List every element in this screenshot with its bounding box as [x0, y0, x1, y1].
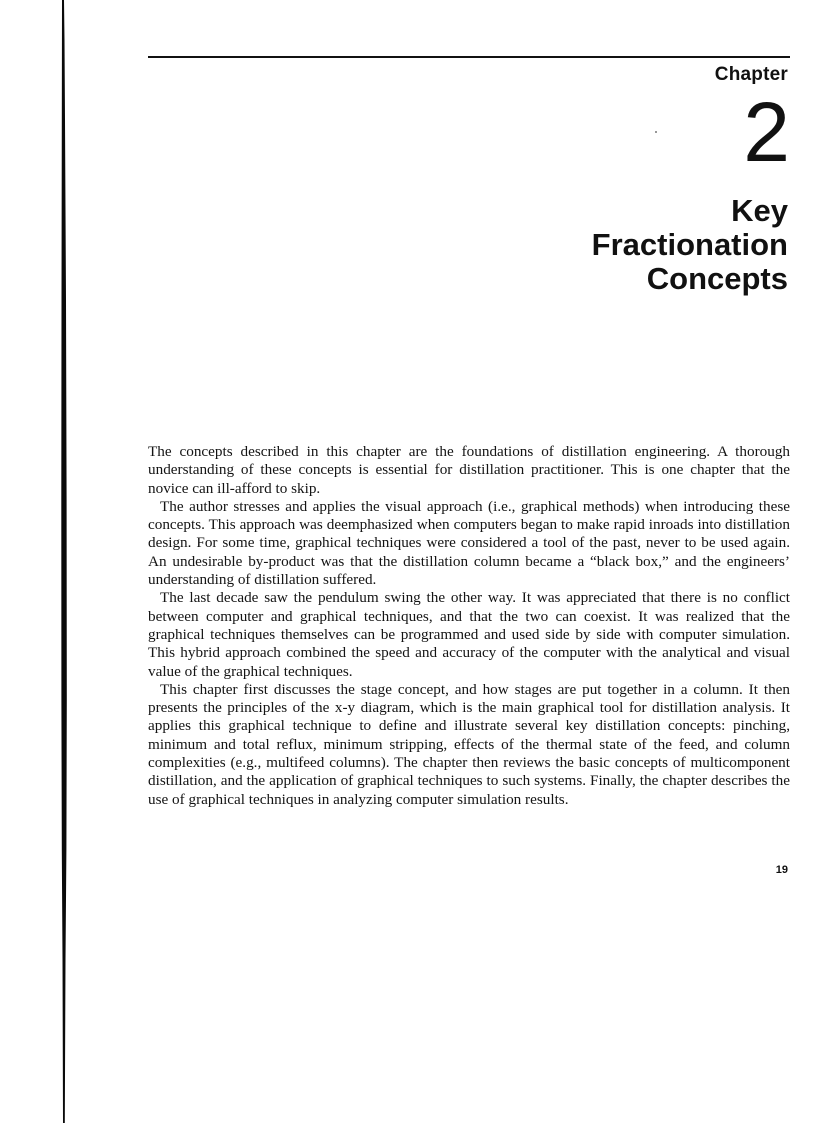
page-number: 19 — [775, 864, 788, 876]
top-rule — [148, 56, 790, 58]
intro-paragraph: The last decade saw the pendulum swing the other way. It was appreciated that there is no conflict between computer and graphical techniques, and that the two can coexist. It was realized that the graphical techniques themselves can be programmed and used side by side with computer simulation. This hybrid approach combined the speed and accuracy of the computer with the analytical and visual value of the graphical techniques. — [148, 589, 790, 680]
intro-paragraph: This chapter first discusses the stage concept, and how stages are put together in a column. It then presents the principles of the x-y diagram, which is the main graphical tool for distillation analysis. It applies this graphical technique to define and illustrate several key distillation concepts: pinching, minimum and total reflux, minimum stripping, effects of the thermal state of the feed, and column complexities (e.g., multifeed columns). The chapter then reviews the basic concepts of multicomponent distillation, and the application of graphical techniques to such systems. Finally, the chapter describes the use of graphical techniques in analyzing computer simulation results. — [148, 680, 790, 808]
intro-paragraph: The author stresses and applies the visual approach (i.e., graphical methods) when introducing these concepts. This approach was deemphasized when computers began to make rapid inroads into distillation design. For some time, graphical techniques were considered a tool of the past, never to be used again. An undesirable by-product was that the distillation column became a “black box,” and the engineers’ understanding of distillation suffered. — [148, 497, 790, 589]
chapter-title-line: Concepts — [646, 261, 788, 296]
chapter-title-line: Key — [731, 193, 788, 228]
chapter-title — [592, 194, 788, 296]
chapter-title-line: Fractionation — [591, 227, 788, 262]
chapter-label: Chapter — [714, 64, 788, 85]
chapter-intro-text — [148, 443, 790, 809]
chapter-heading — [592, 64, 788, 296]
page-binding-edge — [58, 0, 70, 1123]
chapter-number: 2 — [743, 85, 790, 179]
intro-paragraph: The concepts described in this chapter are the foundations of distillation engineering. A thorough understanding of these concepts is essential for distillation practitioner. This is one chapter that the novice can ill-afford to skip. — [148, 443, 790, 497]
